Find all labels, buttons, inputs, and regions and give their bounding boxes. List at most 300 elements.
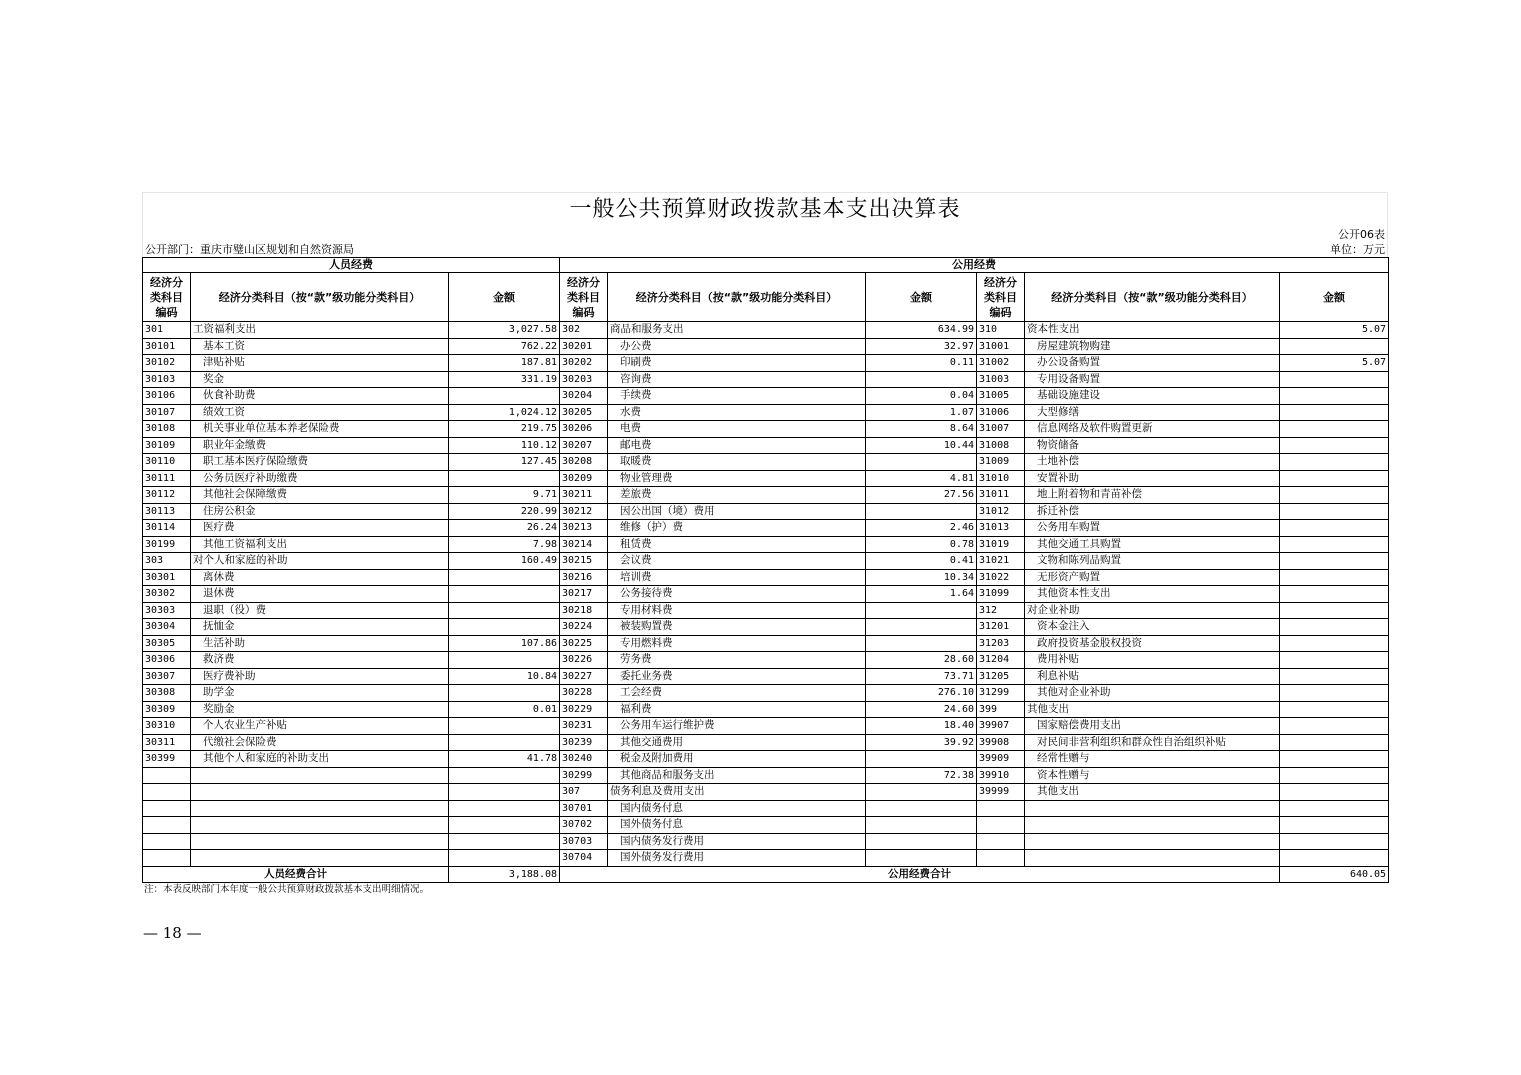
row-amount-cell [866,751,977,768]
row-name-cell: 商品和服务支出 [608,322,866,339]
row-name-cell: 公务用车运行维护费 [608,718,866,735]
table-row [143,668,1389,685]
row-code-cell: 30228 [560,685,608,702]
row-name-cell [191,800,449,817]
row-name-cell: 其他工资福利支出 [191,536,449,553]
row-amount-cell [449,734,560,751]
row-amount-cell [866,784,977,801]
row-amount-cell [1280,503,1389,520]
row-code-cell: 30704 [560,850,608,867]
row-amount-cell [1280,850,1389,867]
row-name-cell: 印刷费 [608,355,866,372]
row-amount-cell [1280,404,1389,421]
row-code-cell: 307 [560,784,608,801]
row-amount-cell: 39.92 [866,734,977,751]
row-code-cell: 30112 [143,487,191,504]
row-amount-cell [449,784,560,801]
row-code-cell: 39908 [977,734,1025,751]
row-code-cell: 30206 [560,421,608,438]
row-name-cell: 被装购置费 [608,619,866,636]
table-row [143,437,1389,454]
table-row [143,404,1389,421]
row-code-cell: 30209 [560,470,608,487]
table-row [143,371,1389,388]
row-code-cell: 31013 [977,520,1025,537]
row-name-cell: 维修（护）费 [608,520,866,537]
table-note: 注：本表反映部门本年度一般公共预算财政拨款基本支出明细情况。 [144,884,430,895]
row-code-cell: 30103 [143,371,191,388]
col-code: 经济分类科目编码 [560,273,608,322]
row-name-cell: 房屋建筑物购建 [1025,338,1280,355]
row-code-cell: 30217 [560,586,608,603]
table-row [143,454,1389,471]
row-code-cell: 30102 [143,355,191,372]
row-amount-cell [1280,553,1389,570]
row-code-cell: 30310 [143,718,191,735]
row-code-cell: 31009 [977,454,1025,471]
row-amount-cell [866,371,977,388]
row-amount-cell [1280,701,1389,718]
row-code-cell: 31022 [977,569,1025,586]
row-name-cell [1025,850,1280,867]
row-code-cell: 31201 [977,619,1025,636]
row-code-cell: 30199 [143,536,191,553]
row-code-cell: 30207 [560,437,608,454]
row-code-cell: 30109 [143,437,191,454]
page-number: — 18 — [143,924,202,942]
row-name-cell: 咨询费 [608,371,866,388]
row-name-cell: 大型修缮 [1025,404,1280,421]
row-name-cell: 其他商品和服务支出 [608,767,866,784]
row-name-cell: 其他交通工具购置 [1025,536,1280,553]
row-amount-cell: 8.64 [866,421,977,438]
row-code-cell: 31002 [977,355,1025,372]
row-amount-cell: 32.97 [866,338,977,355]
row-code-cell: 30304 [143,619,191,636]
row-amount-cell [449,817,560,834]
personnel-total-label: 人员经费合计 [143,866,449,883]
row-amount-cell: 160.49 [449,553,560,570]
row-name-cell: 职工基本医疗保险缴费 [191,454,449,471]
row-name-cell: 拆迁补偿 [1025,503,1280,520]
row-amount-cell [1280,668,1389,685]
row-amount-cell: 2.46 [866,520,977,537]
row-code-cell: 30239 [560,734,608,751]
row-code-cell: 30208 [560,454,608,471]
row-amount-cell: 0.41 [866,553,977,570]
row-name-cell [191,817,449,834]
row-name-cell: 其他个人和家庭的补助支出 [191,751,449,768]
row-name-cell: 办公费 [608,338,866,355]
table-title: 一般公共预算财政拨款基本支出决算表 [142,192,1388,227]
table-row [143,718,1389,735]
row-amount-cell [449,602,560,619]
row-amount-cell: 24.60 [866,701,977,718]
row-name-cell: 手续费 [608,388,866,405]
col-amount: 金额 [449,273,560,322]
row-code-cell: 30215 [560,553,608,570]
row-amount-cell [866,635,977,652]
row-code-cell: 30229 [560,701,608,718]
table-row [143,536,1389,553]
row-amount-cell [1280,767,1389,784]
row-code-cell: 31010 [977,470,1025,487]
row-amount-cell: 127.45 [449,454,560,471]
row-amount-cell [1280,569,1389,586]
row-amount-cell: 41.78 [449,751,560,768]
row-code-cell: 30225 [560,635,608,652]
row-code-cell: 30303 [143,602,191,619]
table-row [143,355,1389,372]
row-name-cell: 其他支出 [1025,701,1280,718]
row-amount-cell [1280,437,1389,454]
row-code-cell: 30113 [143,503,191,520]
row-code-cell: 30240 [560,751,608,768]
row-code-cell: 30205 [560,404,608,421]
row-name-cell: 取暖费 [608,454,866,471]
row-code-cell [143,784,191,801]
row-code-cell: 30111 [143,470,191,487]
row-name-cell: 奖励金 [191,701,449,718]
public-total-label: 公用经费合计 [560,866,1280,883]
row-amount-cell: 762.22 [449,338,560,355]
row-code-cell: 31019 [977,536,1025,553]
row-code-cell: 310 [977,322,1025,339]
row-name-cell: 租赁费 [608,536,866,553]
row-amount-cell: 5.07 [1280,322,1389,339]
row-name-cell: 退职（役）费 [191,602,449,619]
table-row [143,619,1389,636]
col-name: 经济分类科目（按“款”级功能分类科目） [1025,273,1280,322]
row-code-cell: 30301 [143,569,191,586]
row-amount-cell [1280,751,1389,768]
row-amount-cell: 26.24 [449,520,560,537]
table-row [143,850,1389,867]
row-amount-cell: 634.99 [866,322,977,339]
row-code-cell: 31003 [977,371,1025,388]
row-amount-cell [866,833,977,850]
row-code-cell: 31205 [977,668,1025,685]
row-code-cell: 39907 [977,718,1025,735]
row-name-cell: 基本工资 [191,338,449,355]
table-row [143,685,1389,702]
row-name-cell: 税金及附加费用 [608,751,866,768]
row-code-cell: 31204 [977,652,1025,669]
row-amount-cell [449,586,560,603]
table-row [143,833,1389,850]
row-code-cell [977,850,1025,867]
row-amount-cell [449,652,560,669]
row-name-cell: 办公设备购置 [1025,355,1280,372]
row-code-cell: 30213 [560,520,608,537]
row-amount-cell: 1.07 [866,404,977,421]
row-code-cell: 30399 [143,751,191,768]
row-code-cell: 30307 [143,668,191,685]
row-amount-cell [1280,338,1389,355]
row-code-cell [143,817,191,834]
row-amount-cell [1280,635,1389,652]
row-code-cell [977,800,1025,817]
row-name-cell: 专用设备购置 [1025,371,1280,388]
row-amount-cell [866,619,977,636]
row-name-cell: 费用补贴 [1025,652,1280,669]
col-code: 经济分类科目编码 [977,273,1025,322]
row-amount-cell: 4.81 [866,470,977,487]
table-row [143,388,1389,405]
row-code-cell [143,833,191,850]
row-amount-cell [449,767,560,784]
row-name-cell: 国家赔偿费用支出 [1025,718,1280,735]
row-name-cell: 安置补助 [1025,470,1280,487]
row-name-cell: 机关事业单位基本养老保险费 [191,421,449,438]
row-name-cell: 委托业务费 [608,668,866,685]
table-row [143,751,1389,768]
table-row [143,734,1389,751]
row-name-cell: 资本性赠与 [1025,767,1280,784]
row-code-cell: 30106 [143,388,191,405]
row-name-cell: 电费 [608,421,866,438]
row-name-cell: 地上附着物和青苗补偿 [1025,487,1280,504]
row-code-cell [143,767,191,784]
row-code-cell: 30231 [560,718,608,735]
row-code-cell: 302 [560,322,608,339]
row-amount-cell: 0.04 [866,388,977,405]
col-code: 经济分类科目编码 [143,273,191,322]
row-amount-cell [1280,734,1389,751]
row-amount-cell [1280,800,1389,817]
row-amount-cell: 27.56 [866,487,977,504]
row-name-cell: 资本金注入 [1025,619,1280,636]
row-code-cell: 30309 [143,701,191,718]
row-name-cell: 基础设施建设 [1025,388,1280,405]
row-code-cell: 30226 [560,652,608,669]
row-amount-cell [1280,602,1389,619]
table-row [143,586,1389,603]
col-name: 经济分类科目（按“款”级功能分类科目） [191,273,449,322]
row-amount-cell [1280,520,1389,537]
row-code-cell: 31099 [977,586,1025,603]
row-name-cell: 专用材料费 [608,602,866,619]
row-amount-cell: 107.86 [449,635,560,652]
row-name-cell: 资本性支出 [1025,322,1280,339]
row-amount-cell: 0.78 [866,536,977,553]
row-code-cell: 30204 [560,388,608,405]
row-name-cell: 政府投资基金股权投资 [1025,635,1280,652]
expenditure-table [142,257,1389,883]
row-code-cell: 31001 [977,338,1025,355]
row-name-cell: 国外债务发行费用 [608,850,866,867]
budget-sheet [142,192,1388,896]
row-amount-cell: 220.99 [449,503,560,520]
row-code-cell: 30211 [560,487,608,504]
unit-label: 单位：万元 [1330,243,1385,256]
row-name-cell: 物资储备 [1025,437,1280,454]
row-amount-cell [1280,685,1389,702]
table-row [143,652,1389,669]
row-name-cell: 会议费 [608,553,866,570]
row-amount-cell [1280,652,1389,669]
row-code-cell: 30202 [560,355,608,372]
department-label: 公开部门：重庆市璧山区规划和自然资源局 [145,243,354,256]
row-code-cell [977,833,1025,850]
row-code-cell: 303 [143,553,191,570]
row-name-cell: 医疗费 [191,520,449,537]
row-amount-cell: 3,027.58 [449,322,560,339]
row-code-cell: 39909 [977,751,1025,768]
row-name-cell: 其他交通费用 [608,734,866,751]
totals-row [143,866,1389,883]
row-amount-cell [449,685,560,702]
col-amount: 金额 [866,273,977,322]
row-amount-cell: 72.38 [866,767,977,784]
row-code-cell: 30216 [560,569,608,586]
row-name-cell: 其他资本性支出 [1025,586,1280,603]
row-code-cell: 301 [143,322,191,339]
row-amount-cell: 331.19 [449,371,560,388]
row-name-cell: 对个人和家庭的补助 [191,553,449,570]
row-name-cell [1025,833,1280,850]
table-row [143,701,1389,718]
row-name-cell: 医疗费补助 [191,668,449,685]
row-amount-cell [449,619,560,636]
row-name-cell: 津贴补贴 [191,355,449,372]
row-amount-cell [1280,586,1389,603]
row-code-cell: 30114 [143,520,191,537]
row-amount-cell: 10.34 [866,569,977,586]
row-name-cell: 生活补助 [191,635,449,652]
row-name-cell: 其他支出 [1025,784,1280,801]
row-code-cell: 30201 [560,338,608,355]
row-code-cell: 30305 [143,635,191,652]
meta-row-2 [142,242,1388,257]
row-code-cell: 30214 [560,536,608,553]
row-code-cell [977,817,1025,834]
row-name-cell: 文物和陈列品购置 [1025,553,1280,570]
group-header-row [143,258,1389,273]
row-code-cell: 31011 [977,487,1025,504]
row-name-cell: 救济费 [191,652,449,669]
row-name-cell: 其他对企业补助 [1025,685,1280,702]
row-code-cell: 31012 [977,503,1025,520]
row-name-cell: 国外债务付息 [608,817,866,834]
table-row [143,553,1389,570]
row-amount-cell [1280,454,1389,471]
row-code-cell: 31007 [977,421,1025,438]
table-row [143,338,1389,355]
row-name-cell: 专用燃料费 [608,635,866,652]
row-code-cell: 30110 [143,454,191,471]
col-name: 经济分类科目（按“款”级功能分类科目） [608,273,866,322]
row-amount-cell: 187.81 [449,355,560,372]
row-name-cell [191,850,449,867]
row-name-cell [191,833,449,850]
row-name-cell: 对企业补助 [1025,602,1280,619]
row-amount-cell [1280,833,1389,850]
table-row [143,602,1389,619]
row-code-cell: 31299 [977,685,1025,702]
row-name-cell: 国内债务发行费用 [608,833,866,850]
public-total-value: 640.05 [1280,866,1389,883]
row-amount-cell [1280,784,1389,801]
row-name-cell: 助学金 [191,685,449,702]
row-name-cell: 土地补偿 [1025,454,1280,471]
row-code-cell: 30703 [560,833,608,850]
row-amount-cell [1280,718,1389,735]
row-code-cell: 31021 [977,553,1025,570]
row-name-cell: 福利费 [608,701,866,718]
row-name-cell: 离休费 [191,569,449,586]
col-amount: 金额 [1280,273,1389,322]
row-code-cell: 30302 [143,586,191,603]
row-code-cell: 31203 [977,635,1025,652]
table-body [143,322,1389,867]
row-amount-cell [1280,817,1389,834]
row-code-cell: 39999 [977,784,1025,801]
row-amount-cell [1280,536,1389,553]
row-amount-cell [449,569,560,586]
row-amount-cell [866,850,977,867]
row-name-cell: 工资福利支出 [191,322,449,339]
row-amount-cell [866,602,977,619]
row-code-cell: 31005 [977,388,1025,405]
row-amount-cell [449,470,560,487]
row-name-cell: 经常性赠与 [1025,751,1280,768]
row-name-cell: 利息补贴 [1025,668,1280,685]
meta-row-1 [142,227,1388,242]
row-name-cell: 差旅费 [608,487,866,504]
group-personnel: 人员经费 [143,258,560,273]
row-name-cell: 物业管理费 [608,470,866,487]
row-name-cell: 公务用车购置 [1025,520,1280,537]
row-code-cell: 399 [977,701,1025,718]
row-code-cell: 30701 [560,800,608,817]
row-amount-cell: 7.98 [449,536,560,553]
row-name-cell [191,767,449,784]
row-name-cell: 奖金 [191,371,449,388]
table-row [143,470,1389,487]
row-amount-cell: 73.71 [866,668,977,685]
row-amount-cell [449,833,560,850]
row-name-cell: 国内债务付息 [608,800,866,817]
column-header-row [143,273,1389,322]
row-name-cell: 培训费 [608,569,866,586]
row-code-cell: 30108 [143,421,191,438]
row-name-cell: 债务利息及费用支出 [608,784,866,801]
table-row [143,487,1389,504]
table-row [143,767,1389,784]
table-row [143,784,1389,801]
row-amount-cell: 276.10 [866,685,977,702]
group-public: 公用经费 [560,258,1389,273]
row-amount-cell [1280,470,1389,487]
row-name-cell: 水费 [608,404,866,421]
row-code-cell: 30702 [560,817,608,834]
row-code-cell: 30107 [143,404,191,421]
table-row [143,569,1389,586]
row-name-cell: 邮电费 [608,437,866,454]
row-code-cell: 30218 [560,602,608,619]
table-row [143,421,1389,438]
table-number: 公开06表 [1338,228,1385,241]
row-amount-cell: 9.71 [449,487,560,504]
row-amount-cell [1280,487,1389,504]
row-amount-cell [866,454,977,471]
row-name-cell: 公务员医疗补助缴费 [191,470,449,487]
row-amount-cell [1280,388,1389,405]
row-code-cell: 39910 [977,767,1025,784]
row-amount-cell [449,850,560,867]
row-code-cell: 30224 [560,619,608,636]
